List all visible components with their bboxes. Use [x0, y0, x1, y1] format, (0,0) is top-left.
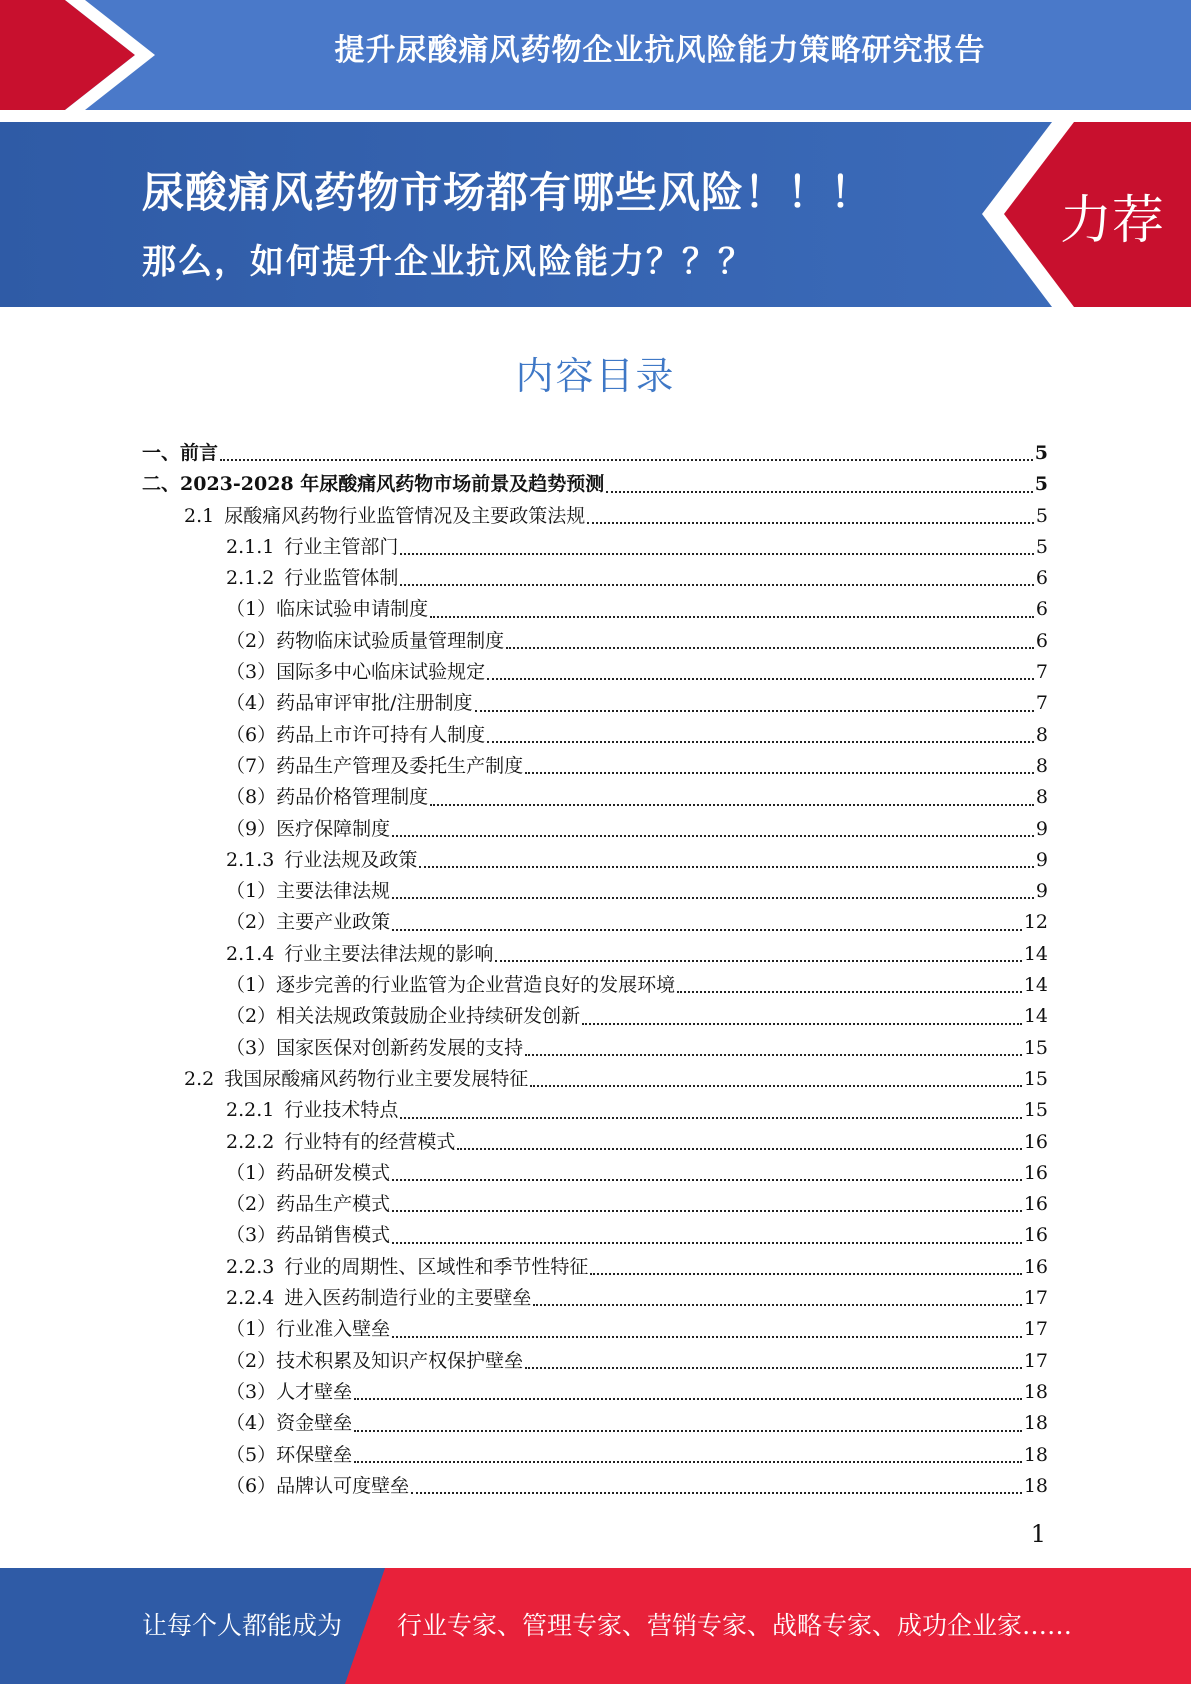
toc-dot-leader — [495, 960, 1021, 962]
report-title: 提升尿酸痛风药物企业抗风险能力策略研究报告 — [334, 33, 986, 68]
toc-heading: 内容目录 — [515, 354, 676, 398]
toc-entry-page: 8 — [1035, 723, 1048, 746]
toc-entry-number: 2.2.1 — [226, 1099, 275, 1122]
toc-entry-title: 药品生产管理及委托生产制度 — [276, 754, 524, 777]
toc-entry-title: 药品价格管理制度 — [276, 786, 429, 809]
toc-dot-leader — [525, 1054, 1022, 1056]
toc-entry-number: （1） — [226, 880, 277, 903]
toc-entry-title: 品牌认可度壁垒 — [276, 1474, 410, 1497]
toc-dot-leader — [475, 710, 1034, 712]
toc-entry[interactable] — [142, 688, 1048, 719]
toc-entry-number: 2.1 — [184, 504, 215, 527]
toc-entry[interactable] — [142, 751, 1048, 782]
toc-entry-title: 药品研发模式 — [276, 1161, 391, 1184]
top-banner — [0, 0, 1191, 110]
toc-entry-number: 2.1.2 — [226, 567, 275, 590]
toc-entry-number: 2.1.3 — [226, 848, 275, 871]
toc-entry-number: 2.2 — [184, 1067, 215, 1090]
toc-entry[interactable] — [142, 1001, 1048, 1032]
toc-entry[interactable] — [142, 532, 1048, 563]
toc-dot-leader — [400, 584, 1034, 586]
toc-entry[interactable] — [142, 1158, 1048, 1189]
toc-entry-page: 16 — [1023, 1161, 1048, 1184]
toc-dot-leader — [525, 772, 1034, 774]
toc-entry-number: （6） — [226, 723, 277, 746]
toc-entry[interactable] — [142, 657, 1048, 688]
toc-dot-leader — [392, 1210, 1022, 1212]
toc-entry-number: 一、 — [142, 442, 181, 464]
toc-entry-number: （4） — [226, 1412, 277, 1435]
toc-entry-title: 药物临床试验质量管理制度 — [276, 629, 505, 652]
toc-entry-title: 逐步完善的行业监管为企业营造良好的发展环境 — [276, 974, 676, 997]
toc-dot-leader — [411, 1492, 1022, 1494]
toc-dot-leader — [392, 897, 1034, 899]
toc-entry[interactable] — [142, 1314, 1048, 1345]
toc-entry-number: 二、 — [142, 473, 181, 496]
toc-entry-page: 15 — [1023, 1036, 1048, 1059]
toc-entry-page: 8 — [1035, 786, 1048, 809]
toc-entry-page: 12 — [1023, 911, 1048, 934]
toc-entry-page: 5 — [1035, 535, 1048, 558]
toc-entry[interactable] — [142, 720, 1048, 751]
toc-entry-page: 16 — [1023, 1130, 1048, 1153]
toc-entry-title: 医疗保障制度 — [276, 817, 391, 840]
footer-slogan-left: 让每个人都能成为 — [142, 1611, 343, 1640]
toc-entry-title: 人才壁垒 — [276, 1380, 353, 1403]
toc-dot-leader — [487, 741, 1034, 743]
toc-entry-title: 前言 — [180, 442, 219, 464]
toc-entry-page: 5 — [1035, 504, 1048, 527]
toc-entry-number: 2.2.4 — [226, 1287, 275, 1310]
toc-entry[interactable] — [142, 501, 1048, 532]
toc-dot-leader — [419, 866, 1034, 868]
toc-entry-number: （3） — [226, 1380, 277, 1403]
red-chevron-decoration — [0, 0, 160, 110]
toc-entry-title: 行业特有的经营模式 — [284, 1130, 456, 1153]
toc-entry-title: 相关法规政策鼓励企业持续研发创新 — [276, 1005, 581, 1028]
table-of-contents — [142, 438, 1048, 1502]
toc-entry-title: 进入医药制造行业的主要壁垒 — [284, 1287, 532, 1310]
toc-entry-page: 15 — [1023, 1099, 1048, 1122]
toc-entry-page: 17 — [1023, 1287, 1048, 1310]
toc-entry-number: （2） — [226, 629, 277, 652]
toc-entry-page: 7 — [1035, 661, 1048, 684]
toc-entry-number: 2.1.1 — [226, 535, 275, 558]
toc-dot-leader — [582, 1023, 1022, 1025]
toc-dot-leader — [392, 1242, 1022, 1244]
toc-entry[interactable] — [142, 1220, 1048, 1251]
toc-entry-title: 行业主要法律法规的影响 — [284, 942, 494, 965]
toc-entry-page: 9 — [1035, 880, 1048, 903]
toc-entry[interactable] — [142, 626, 1048, 657]
toc-entry-title: 临床试验申请制度 — [276, 598, 429, 621]
toc-dot-leader — [677, 991, 1022, 993]
toc-entry-title: 行业主管部门 — [284, 535, 399, 558]
toc-entry-number: 2.2.3 — [226, 1255, 275, 1278]
hero-banner — [0, 122, 1191, 307]
toc-entry-title: 技术积累及知识产权保护壁垒 — [276, 1349, 524, 1372]
toc-entry[interactable] — [142, 1252, 1048, 1283]
toc-dot-leader — [392, 1336, 1022, 1338]
toc-entry-title: 主要法律法规 — [276, 880, 391, 903]
toc-entry-page: 5 — [1034, 442, 1048, 464]
toc-entry[interactable] — [142, 1346, 1048, 1377]
toc-entry-number: （3） — [226, 661, 277, 684]
toc-entry-title: 国家医保对创新药发展的支持 — [276, 1036, 524, 1059]
toc-entry-number: （1） — [226, 598, 277, 621]
toc-dot-leader — [220, 459, 1033, 461]
toc-entry-title: 尿酸痛风药物行业监管情况及主要政策法规 — [224, 504, 586, 527]
toc-entry-page: 7 — [1035, 692, 1048, 715]
toc-dot-leader — [590, 1273, 1021, 1275]
toc-entry-page: 6 — [1035, 598, 1048, 621]
toc-entry-title: 国际多中心临床试验规定 — [276, 661, 486, 684]
toc-entry-number: （7） — [226, 754, 277, 777]
hero-subheadline: 那么，如何提升企业抗风险能力？？？ — [142, 242, 754, 282]
toc-entry[interactable] — [142, 970, 1048, 1001]
toc-entry-page: 6 — [1035, 567, 1048, 590]
toc-entry-number: （1） — [226, 1161, 277, 1184]
toc-entry-page: 18 — [1023, 1412, 1048, 1435]
toc-dot-leader — [400, 553, 1034, 555]
toc-entry-number: （1） — [226, 974, 277, 997]
toc-entry-number: （3） — [226, 1224, 277, 1247]
toc-entry[interactable] — [142, 594, 1048, 625]
toc-entry[interactable] — [142, 814, 1048, 845]
toc-dot-leader — [392, 1179, 1022, 1181]
toc-entry-title: 药品上市许可持有人制度 — [276, 723, 486, 746]
toc-entry-number: （8） — [226, 786, 277, 809]
toc-entry-page: 17 — [1023, 1318, 1048, 1341]
toc-entry-title: 2023-2028 年尿酸痛风药物市场前景及趋势预测 — [180, 473, 605, 496]
footer-banner — [0, 1568, 1191, 1684]
toc-entry-page: 18 — [1023, 1474, 1048, 1497]
toc-entry-title: 药品审评审批/注册制度 — [276, 692, 473, 715]
toc-dot-leader — [506, 647, 1034, 649]
toc-entry-title: 环保壁垒 — [276, 1443, 353, 1466]
toc-dot-leader — [400, 1117, 1021, 1119]
footer-slogan-right: 行业专家、管理专家、营销专家、战略专家、成功企业家…… — [397, 1611, 1073, 1640]
toc-entry-title: 药品销售模式 — [276, 1224, 391, 1247]
toc-entry-page: 18 — [1023, 1380, 1048, 1403]
toc-entry-title: 主要产业政策 — [276, 911, 391, 934]
toc-entry-page: 5 — [1034, 473, 1048, 496]
toc-entry-number: （2） — [226, 1005, 277, 1028]
toc-entry-number: （6） — [226, 1474, 277, 1497]
toc-dot-leader — [354, 1398, 1022, 1400]
page-number: 1 — [1030, 1520, 1046, 1548]
toc-entry[interactable] — [142, 939, 1048, 970]
toc-entry[interactable] — [142, 876, 1048, 907]
toc-entry[interactable] — [142, 1095, 1048, 1126]
toc-entry-page: 16 — [1023, 1255, 1048, 1278]
toc-dot-leader — [606, 491, 1032, 493]
recommend-badge: 力荐 — [1060, 191, 1165, 251]
toc-entry-title: 行业监管体制 — [284, 567, 399, 590]
toc-dot-leader — [392, 929, 1022, 931]
toc-entry[interactable] — [142, 1377, 1048, 1408]
hero-headline: 尿酸痛风药物市场都有哪些风险！！！ — [142, 168, 874, 217]
toc-entry[interactable] — [142, 1127, 1048, 1158]
toc-entry-page: 17 — [1023, 1349, 1048, 1372]
toc-entry-title: 行业准入壁垒 — [276, 1318, 391, 1341]
toc-entry-title: 药品生产模式 — [276, 1193, 391, 1216]
toc-dot-leader — [587, 522, 1034, 524]
toc-entry-number: （3） — [226, 1036, 277, 1059]
toc-dot-leader — [354, 1430, 1022, 1432]
toc-entry-number: （1） — [226, 1318, 277, 1341]
toc-entry[interactable] — [142, 1440, 1048, 1471]
toc-entry[interactable] — [142, 782, 1048, 813]
toc-entry[interactable] — [142, 1064, 1048, 1095]
toc-entry-title: 行业的周期性、区域性和季节性特征 — [284, 1255, 589, 1278]
toc-entry[interactable] — [142, 1189, 1048, 1220]
toc-entry-page: 14 — [1023, 974, 1048, 997]
toc-entry-page: 14 — [1023, 942, 1048, 965]
toc-entry-page: 6 — [1035, 629, 1048, 652]
toc-entry-number: （5） — [226, 1443, 277, 1466]
toc-entry-page: 16 — [1023, 1193, 1048, 1216]
toc-dot-leader — [392, 835, 1034, 837]
toc-entry-title: 行业法规及政策 — [284, 848, 418, 871]
banner-divider — [0, 110, 1191, 122]
toc-entry-number: （4） — [226, 692, 277, 715]
toc-entry[interactable] — [142, 1408, 1048, 1439]
toc-dot-leader — [487, 678, 1034, 680]
toc-entry[interactable] — [142, 907, 1048, 938]
toc-entry[interactable] — [142, 845, 1048, 876]
toc-dot-leader — [430, 616, 1034, 618]
toc-entry-page: 9 — [1035, 848, 1048, 871]
toc-dot-leader — [457, 1148, 1021, 1150]
toc-entry[interactable] — [142, 1283, 1048, 1314]
toc-entry-number: （2） — [226, 911, 277, 934]
toc-entry-page: 14 — [1023, 1005, 1048, 1028]
toc-entry-page: 8 — [1035, 754, 1048, 777]
toc-entry-number: 2.1.4 — [226, 942, 275, 965]
toc-dot-leader — [533, 1304, 1021, 1306]
toc-entry[interactable] — [142, 1033, 1048, 1064]
toc-entry[interactable] — [142, 1471, 1048, 1502]
toc-entry[interactable] — [142, 469, 1048, 500]
toc-entry-number: （2） — [226, 1193, 277, 1216]
toc-entry[interactable] — [142, 438, 1048, 469]
toc-entry-title: 资金壁垒 — [276, 1412, 353, 1435]
toc-entry-page: 15 — [1023, 1067, 1048, 1090]
toc-entry-number: 2.2.2 — [226, 1130, 275, 1153]
toc-entry-number: （9） — [226, 817, 277, 840]
toc-entry-title: 行业技术特点 — [284, 1099, 399, 1122]
toc-entry-page: 16 — [1023, 1224, 1048, 1247]
toc-entry-title: 我国尿酸痛风药物行业主要发展特征 — [224, 1067, 529, 1090]
toc-entry[interactable] — [142, 563, 1048, 594]
toc-dot-leader — [525, 1367, 1022, 1369]
toc-entry-number: （2） — [226, 1349, 277, 1372]
toc-dot-leader — [430, 804, 1034, 806]
toc-dot-leader — [354, 1461, 1022, 1463]
toc-dot-leader — [530, 1085, 1022, 1087]
toc-entry-page: 9 — [1035, 817, 1048, 840]
toc-entry-page: 18 — [1023, 1443, 1048, 1466]
